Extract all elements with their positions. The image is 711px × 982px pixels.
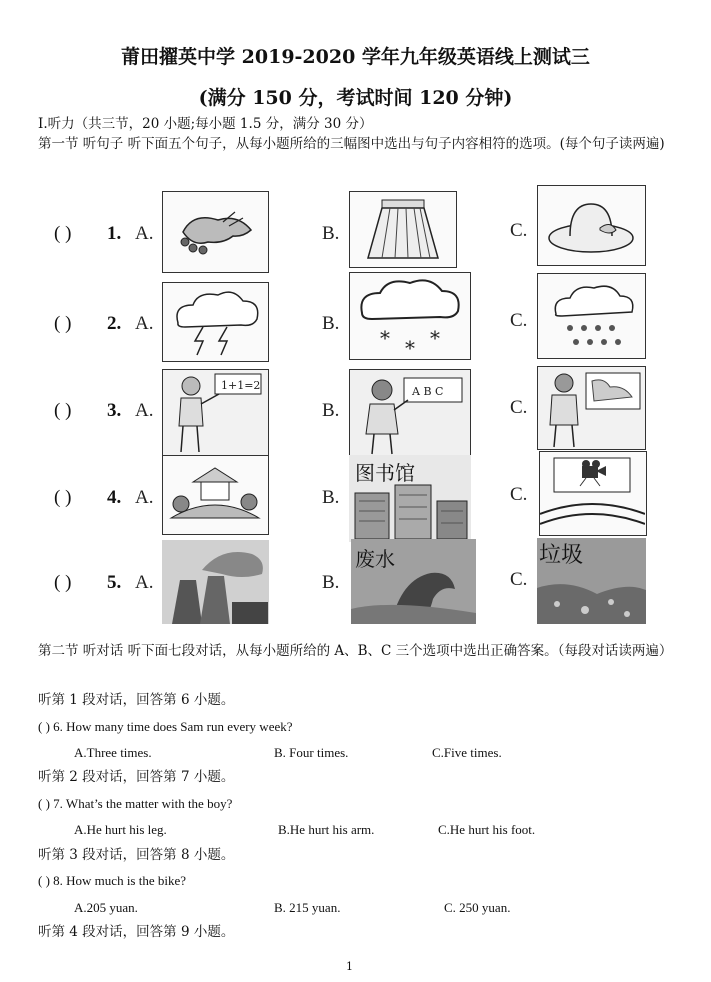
q7-option-b[interactable]: B.He hurt his arm. bbox=[278, 822, 375, 837]
glove-picture[interactable] bbox=[162, 191, 269, 273]
section1-instructions: 第一节 听句子 听下面五个句子，从每小题所给的三幅图中选出与句子内容相符的选项。(每个句子读两遍) bbox=[38, 136, 665, 152]
dialog-2-intro: 听第 2 段对话，回答第 7 小题。 bbox=[38, 769, 235, 785]
cinema-picture[interactable] bbox=[539, 451, 647, 536]
answer-blank-1[interactable]: ( ) bbox=[54, 223, 72, 244]
snow-picture[interactable] bbox=[349, 272, 471, 360]
option-c-label: C. bbox=[510, 310, 528, 331]
option-a-label: A. bbox=[135, 572, 154, 593]
answer-blank-3[interactable]: ( ) bbox=[54, 400, 72, 421]
q7-option-a[interactable]: A.He hurt his leg. bbox=[74, 822, 167, 837]
rubbish-caption: 垃圾 bbox=[539, 543, 584, 568]
option-c-label: C. bbox=[510, 220, 528, 241]
q6-option-c[interactable]: C.Five times. bbox=[432, 745, 502, 760]
svg-text:*: * bbox=[405, 336, 415, 358]
option-b-label: B. bbox=[322, 487, 340, 508]
thunderstorm-picture[interactable] bbox=[162, 282, 269, 362]
page-title: 莆田擢英中学 2019-2020 学年九年级英语线上测试三 bbox=[121, 46, 590, 68]
option-c-label: C. bbox=[510, 569, 528, 590]
board-abc-text: A B C bbox=[412, 385, 444, 398]
section2-instructions: 第二节 听对话 听下面七段对话，从每小题所给的 A、B、C 三个选项中选出正确答案。（每段对话读两遍） bbox=[38, 643, 673, 659]
library-caption: 图书馆 bbox=[355, 461, 415, 485]
board-math-text: 1+1=2 bbox=[221, 379, 261, 392]
answer-blank-4[interactable]: ( ) bbox=[54, 487, 72, 508]
answer-blank-5[interactable]: ( ) bbox=[54, 572, 72, 593]
q6-option-b[interactable]: B. Four times. bbox=[274, 745, 349, 760]
option-c-label: C. bbox=[510, 397, 528, 418]
option-b-label: B. bbox=[322, 223, 340, 244]
teacher-map-picture[interactable] bbox=[537, 366, 646, 450]
question-7: ( ) 7. What’s the matter with the boy? bbox=[38, 796, 233, 811]
question-number-1: 1. bbox=[107, 223, 122, 244]
option-a-label: A. bbox=[135, 400, 154, 421]
dialog-3-intro: 听第 3 段对话，回答第 8 小题。 bbox=[38, 847, 235, 863]
q8-option-a[interactable]: A.205 yuan. bbox=[74, 900, 138, 915]
question-6: ( ) 6. How many time does Sam run every week? bbox=[38, 719, 293, 734]
q8-option-c[interactable]: C. 250 yuan. bbox=[444, 900, 511, 915]
page-subtitle: (满分 150 分，考试时间 120 分钟) bbox=[198, 87, 513, 109]
factory-smoke-picture[interactable] bbox=[162, 540, 269, 624]
dialog-4-intro: 听第 4 段对话，回答第 9 小题。 bbox=[38, 924, 235, 940]
math-teacher-picture[interactable] bbox=[162, 369, 269, 457]
option-b-label: B. bbox=[322, 313, 340, 334]
wastewater-picture[interactable] bbox=[351, 539, 476, 624]
question-number-5: 5. bbox=[107, 572, 122, 593]
hat-picture[interactable] bbox=[537, 185, 646, 266]
q7-option-c[interactable]: C.He hurt his foot. bbox=[438, 822, 536, 837]
listening-heading: I.听力（共三节，20 小题;每小题 1.5 分，满分 30 分） bbox=[38, 116, 373, 132]
skirt-picture[interactable] bbox=[349, 191, 457, 268]
wastewater-caption: 废水 bbox=[355, 547, 395, 571]
park-pavilion-picture[interactable] bbox=[162, 455, 269, 535]
option-a-label: A. bbox=[135, 313, 154, 334]
option-b-label: B. bbox=[322, 400, 340, 421]
question-8: ( ) 8. How much is the bike? bbox=[38, 873, 187, 888]
svg-text:*: * bbox=[430, 326, 440, 350]
svg-text:*: * bbox=[380, 326, 390, 350]
option-c-label: C. bbox=[510, 484, 528, 505]
q8-option-b[interactable]: B. 215 yuan. bbox=[274, 900, 341, 915]
rain-picture[interactable] bbox=[537, 273, 646, 359]
answer-blank-2[interactable]: ( ) bbox=[54, 313, 72, 334]
option-b-label: B. bbox=[322, 572, 340, 593]
english-teacher-picture[interactable] bbox=[349, 369, 471, 457]
dialog-1-intro: 听第 1 段对话，回答第 6 小题。 bbox=[38, 692, 235, 708]
question-number-3: 3. bbox=[107, 400, 122, 421]
option-a-label: A. bbox=[135, 487, 154, 508]
option-a-label: A. bbox=[135, 223, 154, 244]
library-picture[interactable] bbox=[349, 455, 471, 542]
page-number: 1 bbox=[346, 960, 353, 973]
question-number-4: 4. bbox=[107, 487, 122, 508]
rubbish-picture[interactable] bbox=[537, 538, 646, 624]
q6-option-a[interactable]: A.Three times. bbox=[74, 745, 152, 760]
question-number-2: 2. bbox=[107, 313, 122, 334]
